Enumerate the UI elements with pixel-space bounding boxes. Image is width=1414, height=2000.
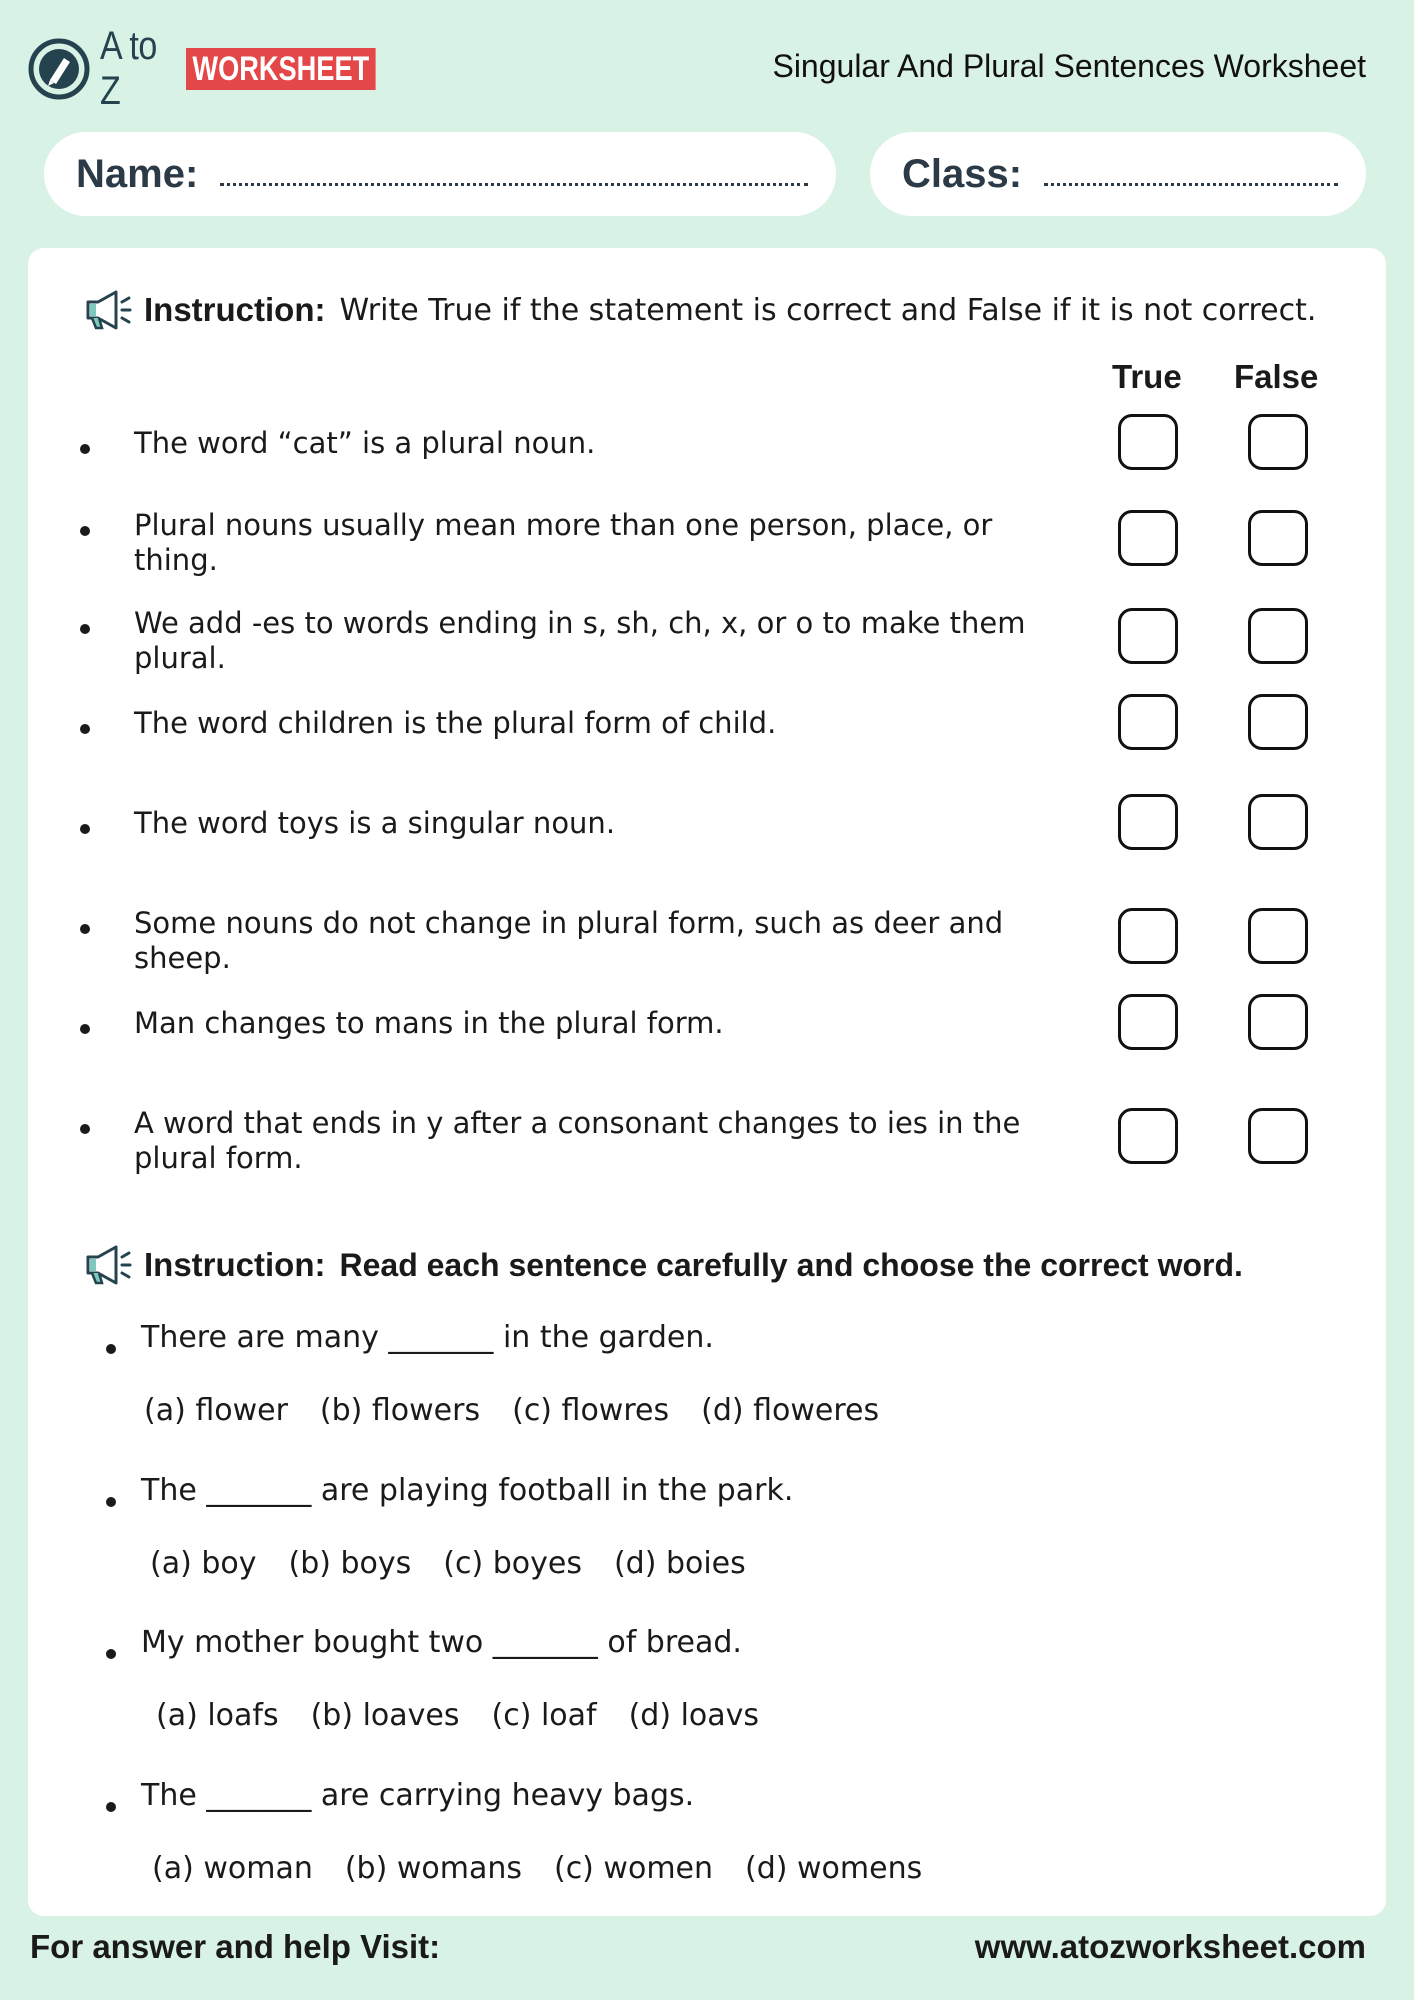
statement-text: A word that ends in y after a consonant changes to ies in the plural form.	[134, 1106, 1021, 1175]
question-stem: There are many _______ in the garden.	[141, 1320, 714, 1355]
answer-options	[156, 1698, 759, 1733]
logo-badge: WORKSHEET	[186, 48, 376, 90]
true-checkbox[interactable]	[1118, 694, 1178, 750]
pen-logo-icon	[28, 38, 90, 100]
answer-option[interactable]: (b) flowers	[319, 1393, 481, 1428]
true-checkbox[interactable]	[1118, 908, 1178, 964]
answer-option[interactable]: (c) boyes	[443, 1546, 582, 1581]
false-checkbox[interactable]	[1248, 794, 1308, 850]
bullet-icon	[80, 526, 90, 536]
name-label: Name:	[76, 151, 199, 196]
answer-options	[152, 1851, 922, 1886]
bullet-icon	[106, 1802, 116, 1812]
true-checkbox[interactable]	[1118, 608, 1178, 664]
true-false-item	[80, 906, 1350, 976]
false-checkbox[interactable]	[1248, 608, 1308, 664]
question-stem: The _______ are playing football in the park.	[141, 1473, 794, 1508]
bullet-icon	[106, 1497, 116, 1507]
bullet-icon	[80, 444, 90, 454]
answer-option[interactable]: (d) boies	[613, 1546, 746, 1581]
answer-option[interactable]: (a) flower	[144, 1393, 288, 1428]
statement-text: Some nouns do not change in plural form, such as deer and sheep.	[134, 906, 1004, 975]
true-false-item	[80, 508, 1350, 578]
true-false-item	[80, 806, 1350, 876]
true-checkbox[interactable]	[1118, 414, 1178, 470]
true-checkbox[interactable]	[1118, 510, 1178, 566]
instruction-label: Instruction:	[144, 1246, 326, 1283]
statement-text: The word “cat” is a plural noun.	[134, 426, 596, 460]
false-checkbox[interactable]	[1248, 414, 1308, 470]
statement-text: We add -es to words ending in s, sh, ch, x, or o to make them plural.	[134, 606, 1026, 675]
true-false-item	[80, 606, 1350, 676]
answer-option[interactable]: (d) womens	[745, 1851, 923, 1886]
instruction-1	[82, 288, 1316, 332]
true-column-header: True	[1112, 358, 1182, 395]
class-dotted-line[interactable]	[1044, 183, 1338, 186]
instruction-2	[82, 1243, 1243, 1287]
class-label: Class:	[902, 151, 1023, 196]
true-checkbox[interactable]	[1118, 794, 1178, 850]
answer-option[interactable]: (c) loaf	[491, 1698, 597, 1733]
false-checkbox[interactable]	[1248, 694, 1308, 750]
class-field[interactable]	[870, 132, 1366, 216]
bullet-icon	[80, 624, 90, 634]
statement-text: Plural nouns usually mean more than one person, place, or thing.	[134, 508, 993, 577]
true-false-item	[80, 1106, 1350, 1176]
false-checkbox[interactable]	[1248, 1108, 1308, 1164]
bullet-icon	[106, 1649, 116, 1659]
answer-option[interactable]: (a) woman	[152, 1851, 313, 1886]
true-false-item	[80, 426, 1350, 496]
bullet-icon	[80, 1124, 90, 1134]
footer-url-link[interactable]: www.atozworksheet.com	[974, 1928, 1366, 1965]
instruction-text: Write True if the statement is correct and False if it is not correct.	[339, 292, 1317, 328]
statement-text: The word toys is a singular noun.	[134, 806, 616, 840]
bullet-icon	[80, 724, 90, 734]
worksheet-card	[28, 248, 1386, 1916]
true-false-item	[80, 706, 1350, 776]
true-checkbox[interactable]	[1118, 994, 1178, 1050]
name-dotted-line[interactable]	[220, 183, 808, 186]
true-checkbox[interactable]	[1118, 1108, 1178, 1164]
answer-option[interactable]: (d) floweres	[701, 1393, 880, 1428]
answer-option[interactable]: (a) loafs	[156, 1698, 279, 1733]
logo-text: A to Z	[100, 24, 157, 113]
statement-text: The word children is the plural form of child.	[134, 706, 777, 740]
megaphone-icon	[82, 1243, 132, 1287]
false-checkbox[interactable]	[1248, 994, 1308, 1050]
bullet-icon	[80, 824, 90, 834]
statement-text: Man changes to mans in the plural form.	[134, 1006, 724, 1040]
false-column-header: False	[1234, 358, 1319, 395]
worksheet-title: Singular And Plural Sentences Worksheet	[772, 48, 1366, 84]
bullet-icon	[80, 924, 90, 934]
answer-option[interactable]: (b) womans	[344, 1851, 522, 1886]
instruction-label: Instruction:	[144, 291, 326, 328]
bullet-icon	[106, 1344, 116, 1354]
site-logo	[28, 24, 423, 113]
answer-option[interactable]: (c) flowres	[512, 1393, 670, 1428]
answer-options	[150, 1546, 746, 1581]
true-false-item	[80, 1006, 1350, 1076]
megaphone-icon	[82, 288, 132, 332]
false-checkbox[interactable]	[1248, 510, 1308, 566]
name-field[interactable]	[44, 132, 836, 216]
bullet-icon	[80, 1024, 90, 1034]
answer-option[interactable]: (b) boys	[288, 1546, 412, 1581]
footer-help-text: For answer and help Visit:	[30, 1928, 441, 1965]
answer-option[interactable]: (b) loaves	[310, 1698, 460, 1733]
answer-option[interactable]: (a) boy	[150, 1546, 257, 1581]
instruction-text: Read each sentence carefully and choose the correct word.	[339, 1246, 1243, 1283]
false-checkbox[interactable]	[1248, 908, 1308, 964]
answer-option[interactable]: (d) loavs	[628, 1698, 760, 1733]
question-stem: The _______ are carrying heavy bags.	[141, 1778, 695, 1813]
answer-option[interactable]: (c) women	[553, 1851, 714, 1886]
answer-options	[144, 1393, 879, 1428]
question-stem: My mother bought two _______ of bread.	[141, 1625, 742, 1660]
